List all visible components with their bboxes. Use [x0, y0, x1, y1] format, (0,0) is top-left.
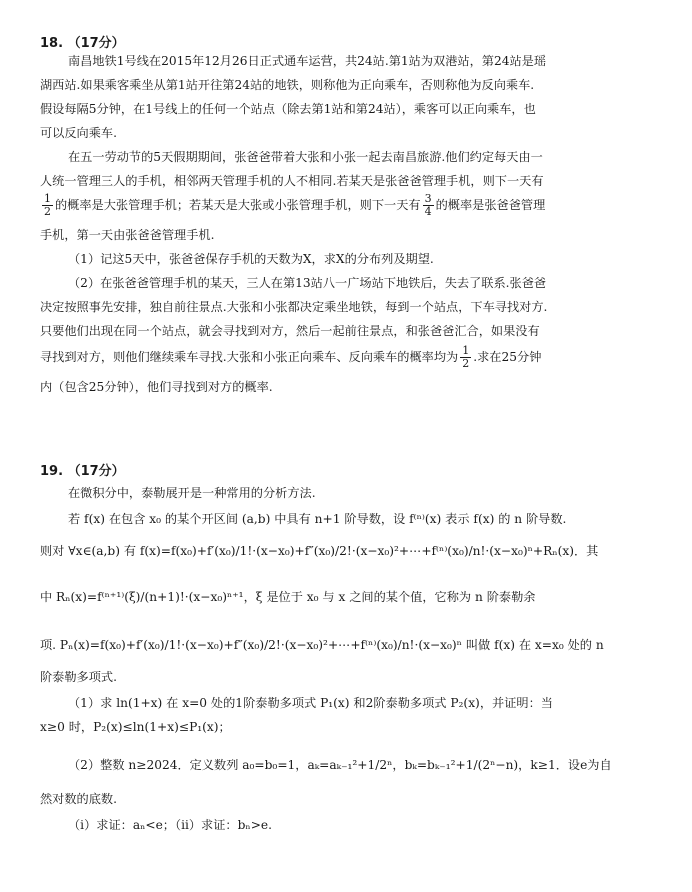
- q19-part-1-line-2: x≥0 时，P₂(x)≤ln(1+x)≤P₁(x)；: [40, 720, 231, 734]
- q19-heading: [40, 460, 125, 479]
- q19-number: 19.: [40, 464, 64, 479]
- q18-part-2-line-4: 寻找到对方，则他们继续乘车寻找.大张和小张正向乘车、反向乘车的概率均为 $\frac{1}{2}$ .求在25分钟: [40, 344, 542, 370]
- q18-part-2-line-3: 只要他们出现在同一个站点，就会寻找到对方，然后一起前往景点，和张爸爸汇合，如果没有: [40, 324, 540, 338]
- q18-line-4: 可以反向乘车.: [40, 126, 117, 140]
- q19-part-2-line-3: （i）求证：aₙ<e；（ii）求证：bₙ>e.: [68, 818, 272, 832]
- q18-line-1: 南昌地铁1号线在2015年12月26日正式通车运营，共24站.第1站为双港站，第24站是瑶: [68, 54, 547, 68]
- q18-line-7: $\frac{1}{2}$ 的概率是大张管理手机；若某天是大张或小张管理手机，则下一天有 $\frac{3}{4}$ 的概率是张爸爸管理: [44, 192, 546, 218]
- q18-heading: [40, 32, 125, 51]
- q18-part-2-line-2: 决定按照事先安排，独自前往景点.大张和小张都决定乘坐地铁，每到一个站点，下车寻找对方.: [40, 300, 548, 314]
- fraction-one-half: $\frac{1}{2}$: [44, 192, 51, 218]
- q19-part-2-line-1: （2）整数 n≥2024．定义数列 a₀=b₀=1，aₖ=aₖ₋₁²+1/2ⁿ，bₖ=bₖ₋₁²+1/(2ⁿ−n)，k≥1．设e为自: [68, 758, 612, 772]
- q18-line-5: 在五一劳动节的5天假期期间，张爸爸带着大张和小张一起去南昌旅游.他们约定每天由一: [68, 150, 543, 164]
- q19-line-5: 项. Pₙ(x)=f(x₀)+f′(x₀)/1!·(x−x₀)+f″(x₀)/2!·(x−x₀)²+⋯+f⁽ⁿ⁾(x₀)/n!·(x−x₀)ⁿ 叫做 f(x) 在 x=x₀ 处的 n: [40, 638, 604, 652]
- q19-line-2: 若 f(x) 在包含 x₀ 的某个开区间 (a,b) 中具有 n+1 阶导数，设 f⁽ⁿ⁾(x) 表示 f(x) 的 n 阶导数.: [68, 512, 567, 526]
- fraction-one-half: $\frac{1}{2}$: [462, 344, 470, 370]
- q18-points: （17分）: [67, 36, 125, 51]
- q18-line-8: 手机，第一天由张爸爸管理手机.: [40, 228, 215, 242]
- q19-line-4: 中 Rₙ(x)=f⁽ⁿ⁺¹⁾(ξ)/(n+1)!·(x−x₀)ⁿ⁺¹，ξ 是位于 x₀ 与 x 之间的某个值，它称为 n 阶泰勒余: [40, 590, 536, 604]
- q19-line-6: 阶泰勒多项式.: [40, 670, 117, 684]
- q18-line-2: 湖西站.如果乘客乘坐从第1站开往第24站的地铁，则称他为正向乘车，否则称他为反向乘车.: [40, 78, 535, 92]
- q19-points: （17分）: [67, 464, 125, 479]
- q18-line-6: 人统一管理三人的手机，相邻两天管理手机的人不相同.若某天是张爸爸管理手机，则下一天有: [40, 174, 544, 188]
- q18-part-2-line-5: 内（包含25分钟），他们寻找到对方的概率.: [40, 380, 273, 394]
- fraction-three-quarters: $\frac{3}{4}$: [424, 192, 432, 218]
- q18-number: 18.: [40, 36, 64, 51]
- q18-line-3: 假设每隔5分钟，在1号线上的任何一个站点（除去第1站和第24站），乘客可以正向乘车，也: [40, 102, 536, 116]
- q18-part-2-line-1: （2）在张爸爸管理手机的某天，三人在第13站八一广场站下地铁后，失去了联系.张爸爸: [68, 276, 547, 290]
- q19-line-3: 则对 ∀x∈(a,b) 有 f(x)=f(x₀)+f′(x₀)/1!·(x−x₀)+f″(x₀)/2!·(x−x₀)²+⋯+f⁽ⁿ⁾(x₀)/n!·(x−x₀)ⁿ+Rₙ(x)．其: [40, 544, 599, 558]
- q19-part-2-line-2: 然对数的底数.: [40, 792, 117, 806]
- q19-part-1-line-1: （1）求 ln(1+x) 在 x=0 处的1阶泰勒多项式 P₁(x) 和2阶泰勒多项式 P₂(x)，并证明：当: [68, 696, 553, 710]
- q18-part-1: （1）记这5天中，张爸爸保存手机的天数为X，求X的分布列及期望.: [68, 252, 434, 266]
- q19-line-1: 在微积分中，泰勒展开是一种常用的分析方法.: [68, 486, 316, 500]
